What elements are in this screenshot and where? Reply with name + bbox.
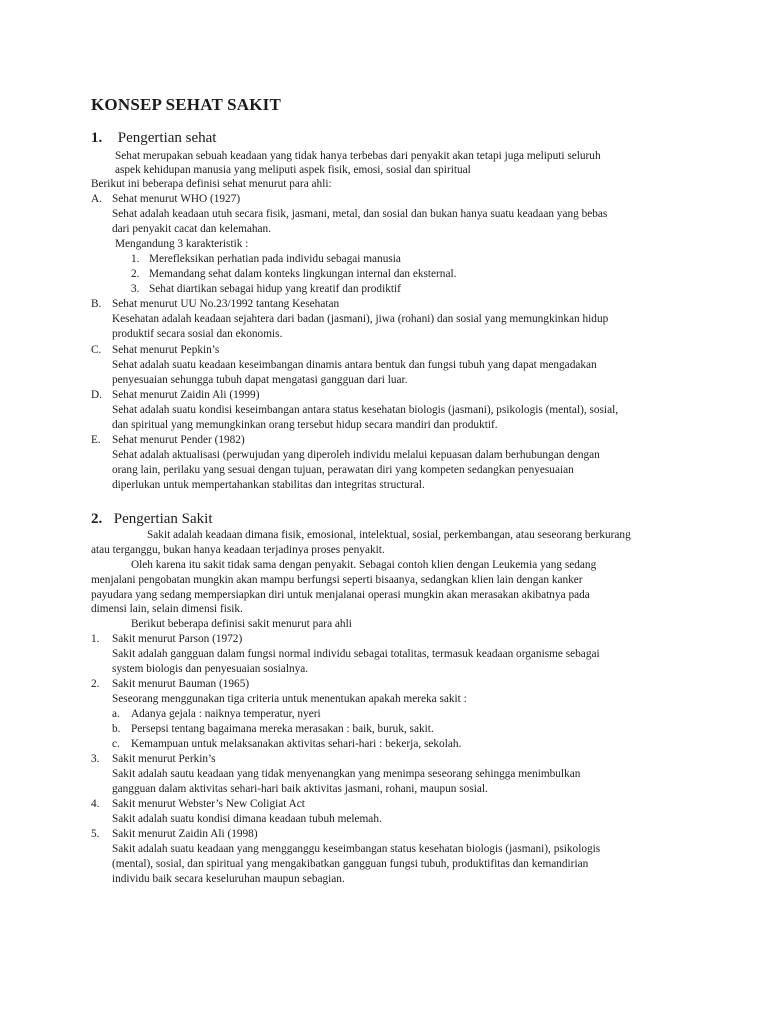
list-marker: A.: [91, 193, 102, 205]
section1-lead: Berikut ini beberapa definisi sehat menurut para ahli:: [91, 178, 332, 190]
definition-body-line: orang lain, perilaku yang sesuai dengan tujuan, perawatan diri yang kompeten sedangkan penyesuaian: [112, 464, 574, 476]
section2-paragraph-line: dimensi lain, selain dimensi fisik.: [91, 603, 243, 615]
list-marker: E.: [91, 434, 101, 446]
sublist-item: Merefleksikan perhatian pada individu sebagai manusia: [149, 253, 401, 265]
sublist-item: Adanya gejala : naiknya temperatur, nyeri: [131, 708, 321, 720]
sublist-marker: a.: [112, 708, 120, 720]
definition-title: Sakit menurut Bauman (1965): [112, 678, 250, 690]
definition-title: Sehat menurut WHO (1927): [112, 193, 241, 205]
list-marker: 1.: [91, 633, 100, 645]
sublist-marker: 3.: [131, 283, 140, 295]
definition-title: Sakit menurut Parson (1972): [112, 633, 243, 645]
sublist-marker: b.: [112, 723, 121, 735]
definition-title: Sakit menurut Zaidin Ali (1998): [112, 828, 258, 840]
definition-title: Sehat menurut UU No.23/1992 tantang Kesehatan: [112, 298, 340, 310]
definition-body-line: dari penyakit cacat dan kelemahan.: [112, 223, 272, 235]
definition-body-line: individu baik secara keseluruhan maupun sebagian.: [112, 873, 345, 885]
definition-title: Sehat menurut Zaidin Ali (1999): [112, 389, 260, 401]
definition-body-line: Kesehatan adalah keadaan sejahtera dari badan (jasmani), jiwa (rohani) dan sosial yang memungkinkan hidup: [112, 313, 609, 325]
list-marker: 4.: [91, 798, 100, 810]
sublist-item: Sehat diartikan sebagai hidup yang kreatif dan prodiktif: [149, 283, 401, 295]
section1-heading: [91, 129, 216, 147]
section1-number: 1.: [91, 130, 103, 146]
section1-title: Pengertian sehat: [117, 130, 217, 146]
definition-body-line: penyesuaian sehungga tubuh dapat mengatasi gangguan dari luar.: [112, 374, 408, 386]
section2-paragraph-line: Oleh karena itu sakit tidak sama dengan penyakit. Sebagai contoh klien dengan Leukemia yang sedang: [131, 559, 597, 571]
definition-title: Sakit menurut Webster’s New Coligiat Act: [112, 798, 305, 810]
definition-body-line: Sakit adalah suatu kondisi dimana keadaan tubuh melemah.: [112, 813, 382, 825]
definition-body-line: produktif secara sosial dan ekonomis.: [112, 328, 283, 340]
sublist-lead: Mengandung 3 karakteristik :: [115, 238, 249, 250]
definition-body-line: diperlukan untuk mempertahankan stabilitas dan integritas structural.: [112, 479, 425, 491]
section2-paragraph-line: menjalani pengobatan mungkin akan mampu berfungsi seperti bisaanya, sedangkan klien lain dengan kanker: [91, 574, 583, 586]
sublist-item: Kemampuan untuk melaksanakan aktivitas sehari-hari : bekerja, sekolah.: [131, 738, 462, 750]
definition-body-line: Sehat adalah aktualisasi (perwujudan yang diperoleh individu melalui kepuasan dalam berhubungan dengan: [112, 449, 600, 461]
sublist-marker: 2.: [131, 268, 140, 280]
sublist-item: Memandang sehat dalam konteks lingkungan internal dan eksternal.: [149, 268, 457, 280]
section2-number: 2.: [91, 511, 103, 527]
list-marker: C.: [91, 344, 102, 356]
section2-paragraph-line: Sakit adalah keadaan dimana fisik, emosional, intelektual, sosial, perkembangan, atau seseorang berkurang: [147, 529, 631, 541]
definition-body-line: dan spiritual yang memungkinkan orang tersebut hidup secara mandiri dan produktif.: [112, 419, 498, 431]
definition-body-line: Seseorang menggunakan tiga criteria untuk menentukan apakah mereka sakit :: [112, 693, 467, 705]
section2-heading: [91, 510, 212, 528]
section1-intro-line: Sehat merupakan sebuah keadaan yang tidak hanya terbebas dari penyakit akan tetapi juga meliputi seluruh: [115, 150, 601, 162]
definition-body-line: Sehat adalah suatu keadaan keseimbangan dinamis antara bentuk dan fungsi tubuh yang dapat mengadakan: [112, 359, 597, 371]
list-marker: 2.: [91, 678, 100, 690]
definition-body-line: Sehat adalah keadaan utuh secara fisik, jasmani, metal, dan sosial dan bukan hanya suatu keadaan yang bebas: [112, 208, 608, 220]
definition-body-line: Sakit adalah gangguan dalam fungsi normal individu sebagai totalitas, termasuk keadaan organisme sebagai: [112, 648, 600, 660]
definition-title: Sehat menurut Pepkin’s: [112, 344, 220, 356]
list-marker: D.: [91, 389, 102, 401]
definition-body-line: Sehat adalah suatu kondisi keseimbangan antara status kesehatan biologis (jasmani), psikologis (mental), sosial,: [112, 404, 619, 416]
definition-title: Sehat menurut Pender (1982): [112, 434, 245, 446]
section2-paragraph-line: atau terganggu, bukan hanya keadaan terjadinya proses penyakit.: [91, 544, 385, 556]
list-marker: B.: [91, 298, 102, 310]
section1-intro-line: aspek kehidupan manusia yang meliputi aspek fisik, emosi, sosial dan spiritual: [115, 164, 471, 176]
sublist-marker: c.: [112, 738, 120, 750]
definition-body-line: (mental), sosial, dan spiritual yang mengakibatkan gangguan fungsi tubuh, produktifitas dan kemandirian: [112, 858, 589, 870]
definition-body-line: Sakit adalah suatu keadaan yang mengganggu keseimbangan status kesehatan biologis (jasmani), psikologis: [112, 843, 601, 855]
list-marker: 5.: [91, 828, 100, 840]
section2-lead: Berikut beberapa definisi sakit menurut para ahli: [131, 618, 352, 630]
definition-body-line: Sakit adalah sautu keadaan yang tidak menyenangkan yang menimpa seseorang sehingga menimbulkan: [112, 768, 581, 780]
section2-title: Pengertian Sakit: [113, 511, 213, 527]
definition-body-line: system biologis dan penyesuaian sosialnya.: [112, 663, 309, 675]
definition-title: Sakit menurut Perkin’s: [112, 753, 216, 765]
list-marker: 3.: [91, 753, 100, 765]
sublist-item: Persepsi tentang bagaimana mereka merasakan : baik, buruk, sakit.: [131, 723, 434, 735]
document-title: KONSEP SEHAT SAKIT: [91, 95, 282, 114]
sublist-marker: 1.: [131, 253, 140, 265]
definition-body-line: gangguan dalam aktivitas sehari-hari baik aktivitas jasmani, rohani, maupun sosial.: [112, 783, 488, 795]
section2-paragraph-line: payudara yang sedang mempersiapkan diri untuk menjalanai operasi mungkin akan merasakan akibatnya pada: [91, 589, 590, 601]
